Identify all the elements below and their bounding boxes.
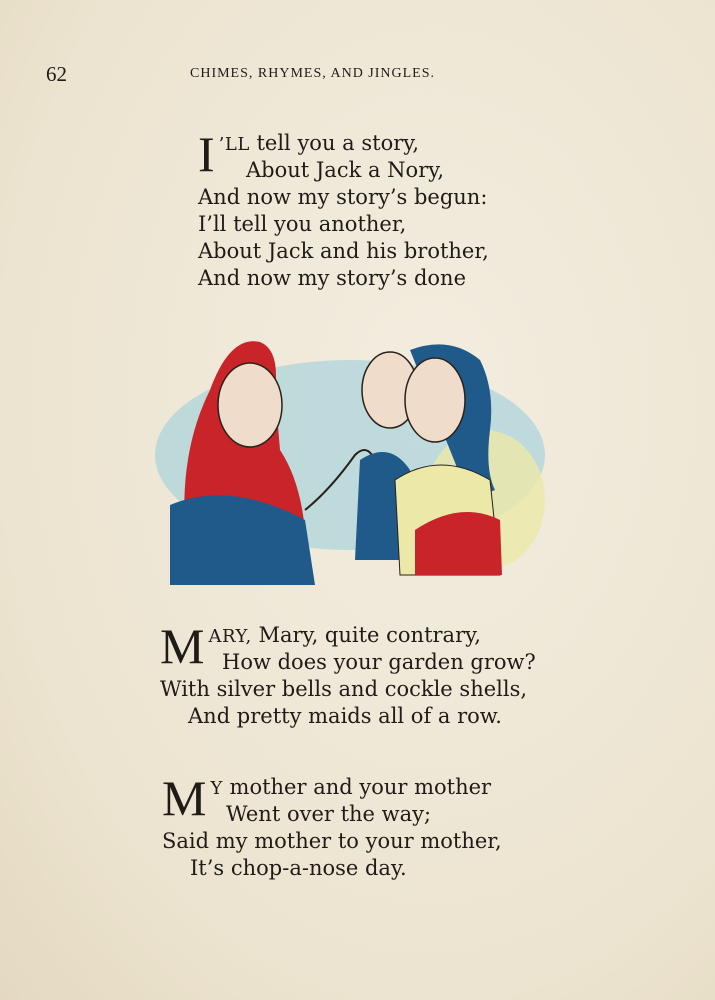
running-head: CHIMES, RHYMES, AND JINGLES. xyxy=(190,66,436,81)
poem-line: About Jack a Nory, xyxy=(246,158,444,182)
poem-jack-a-nory xyxy=(198,126,489,292)
poem-line: And now my story’s done xyxy=(198,266,467,290)
poem-line: It’s chop-a-nose day. xyxy=(190,856,407,880)
poem-line: With silver bells and cockle shells, xyxy=(160,677,528,701)
first-word-caps: ’LL xyxy=(218,134,250,155)
poem-line: And now my story’s begun: xyxy=(198,185,488,209)
poem-line: Went over the way; xyxy=(226,802,432,826)
face-right xyxy=(405,358,465,442)
first-word-caps: ARY, xyxy=(208,626,252,647)
poem-line xyxy=(198,130,489,157)
first-word-caps: Y xyxy=(210,778,223,799)
first-line-rest: Mary, quite contrary, xyxy=(251,623,481,647)
poem-line xyxy=(160,622,536,649)
drop-cap: M xyxy=(162,770,207,826)
face-left xyxy=(218,363,282,447)
poem-line: How does your garden grow? xyxy=(222,650,536,674)
poem-line: And pretty maids all of a row. xyxy=(188,704,502,728)
first-line-rest: mother and your mother xyxy=(222,775,492,799)
drop-cap: M xyxy=(160,618,205,674)
poem-line xyxy=(162,774,502,801)
poem-line: About Jack and his brother, xyxy=(198,239,489,263)
poem-line: I’ll tell you another, xyxy=(198,212,407,236)
page-number: 62 xyxy=(46,62,67,86)
poem-my-mother xyxy=(162,770,502,882)
illustration-three-women xyxy=(140,330,560,590)
poem-line: Said my mother to your mother, xyxy=(162,829,502,853)
poem-mary-mary xyxy=(160,618,536,730)
drop-cap: I xyxy=(198,126,215,182)
first-line-rest: tell you a story, xyxy=(249,131,419,155)
